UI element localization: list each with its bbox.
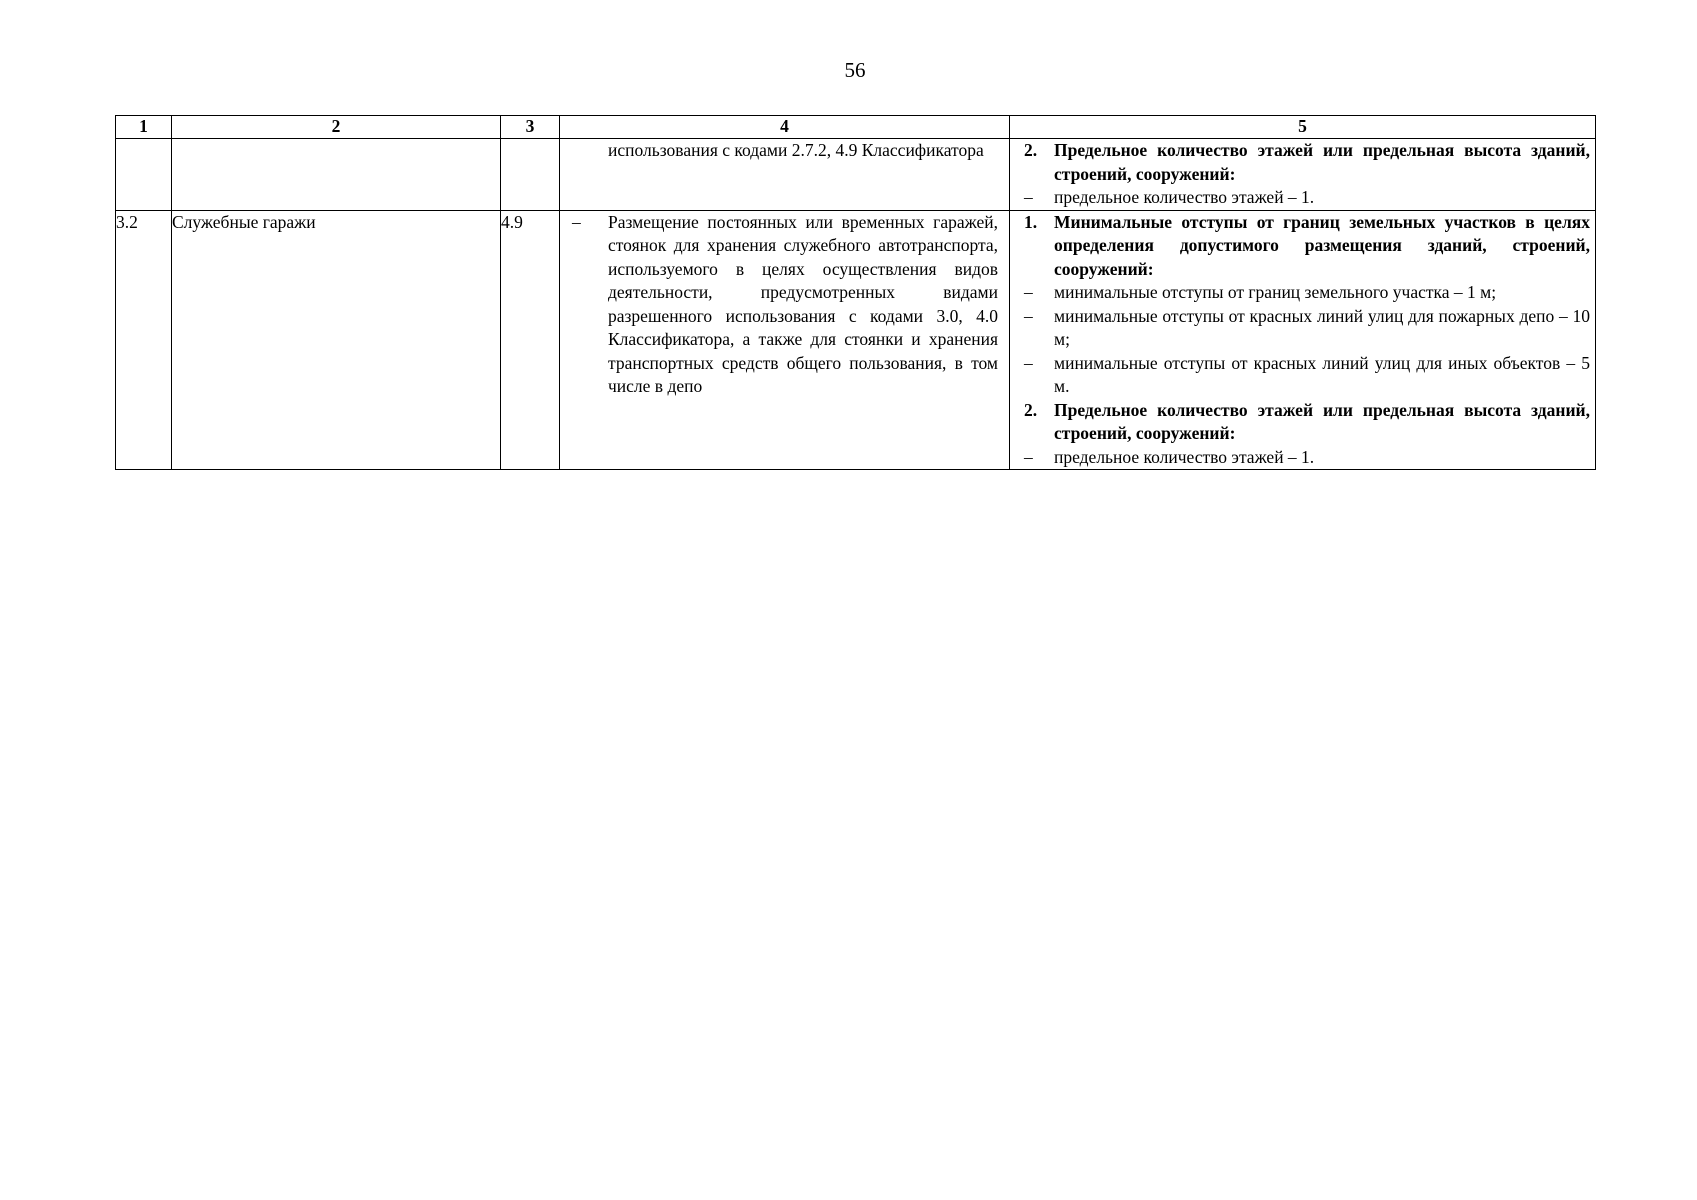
column-header-3: 3 — [501, 116, 560, 139]
parameter-text: минимальные отступы от границ земельного участка – 1 м; — [1054, 282, 1497, 302]
row-code: 4.9 — [501, 210, 560, 470]
parameter-item — [1010, 186, 1595, 210]
parameter-item — [1010, 352, 1595, 399]
row-description — [560, 210, 1010, 470]
parameter-item — [1010, 281, 1595, 305]
parameter-item — [1010, 139, 1595, 186]
parameter-text: Минимальные отступы от границ земельных участков в целях определения допустимого размещения зданий, строений, сооружений: — [1054, 211, 1590, 279]
row-code — [501, 139, 560, 211]
column-header-5: 5 — [1010, 116, 1596, 139]
description-text: Размещение постоянных или временных гаражей, стоянок для хранения служебного автотранспорта, используемого в целях осуществления видов деятельности, предусмотренных видами разрешенного использования с кодами 3.0, 4.0 Классификатора, а также для стоянки и хранения транспортных средств общего пользования, в том числе в депо — [608, 211, 998, 396]
parameter-text: предельное количество этажей – 1. — [1054, 446, 1315, 467]
parameter-marker: 1. — [1024, 211, 1038, 232]
row-number — [116, 139, 172, 211]
parameter-item — [1010, 305, 1595, 352]
description-item — [560, 211, 1009, 399]
row-number: 3.2 — [116, 210, 172, 470]
parameter-item — [1010, 211, 1595, 282]
page-number: 56 — [844, 58, 866, 82]
row-description — [560, 139, 1010, 211]
column-header-1: 1 — [116, 116, 172, 139]
parameter-marker: – — [1024, 282, 1033, 302]
parameter-text: предельное количество этажей – 1. — [1054, 187, 1315, 207]
regulations-table — [115, 115, 1596, 470]
parameter-marker: – — [1024, 305, 1033, 326]
column-header-4: 4 — [560, 116, 1010, 139]
row-parameters — [1010, 210, 1596, 470]
table-row — [116, 139, 1596, 211]
table-row — [116, 210, 1596, 470]
parameter-item — [1010, 446, 1595, 470]
table-header-row — [116, 116, 1596, 139]
column-header-2: 2 — [172, 116, 501, 139]
parameter-item — [1010, 399, 1595, 446]
parameter-text: минимальные отступы от красных линий улиц для пожарных депо – 10 м; — [1054, 305, 1590, 349]
parameter-marker: – — [1024, 446, 1033, 467]
parameter-text: Предельное количество этажей или предельная высота зданий, строений, сооружений: — [1054, 140, 1590, 184]
parameter-text: Предельное количество этажей или предельная высота зданий, строений, сооружений: — [1054, 399, 1590, 443]
parameter-marker: 2. — [1024, 399, 1038, 420]
row-name — [172, 139, 501, 211]
description-marker: – — [572, 211, 581, 232]
parameter-marker: 2. — [1024, 140, 1038, 160]
description-text: использования с кодами 2.7.2, 4.9 Классификатора — [608, 140, 984, 160]
row-parameters — [1010, 139, 1596, 211]
parameter-text: минимальные отступы от красных линий улиц для иных объектов – 5 м. — [1054, 352, 1590, 396]
row-name: Служебные гаражи — [172, 210, 501, 470]
parameter-marker: – — [1024, 352, 1033, 373]
parameter-marker: – — [1024, 187, 1033, 207]
